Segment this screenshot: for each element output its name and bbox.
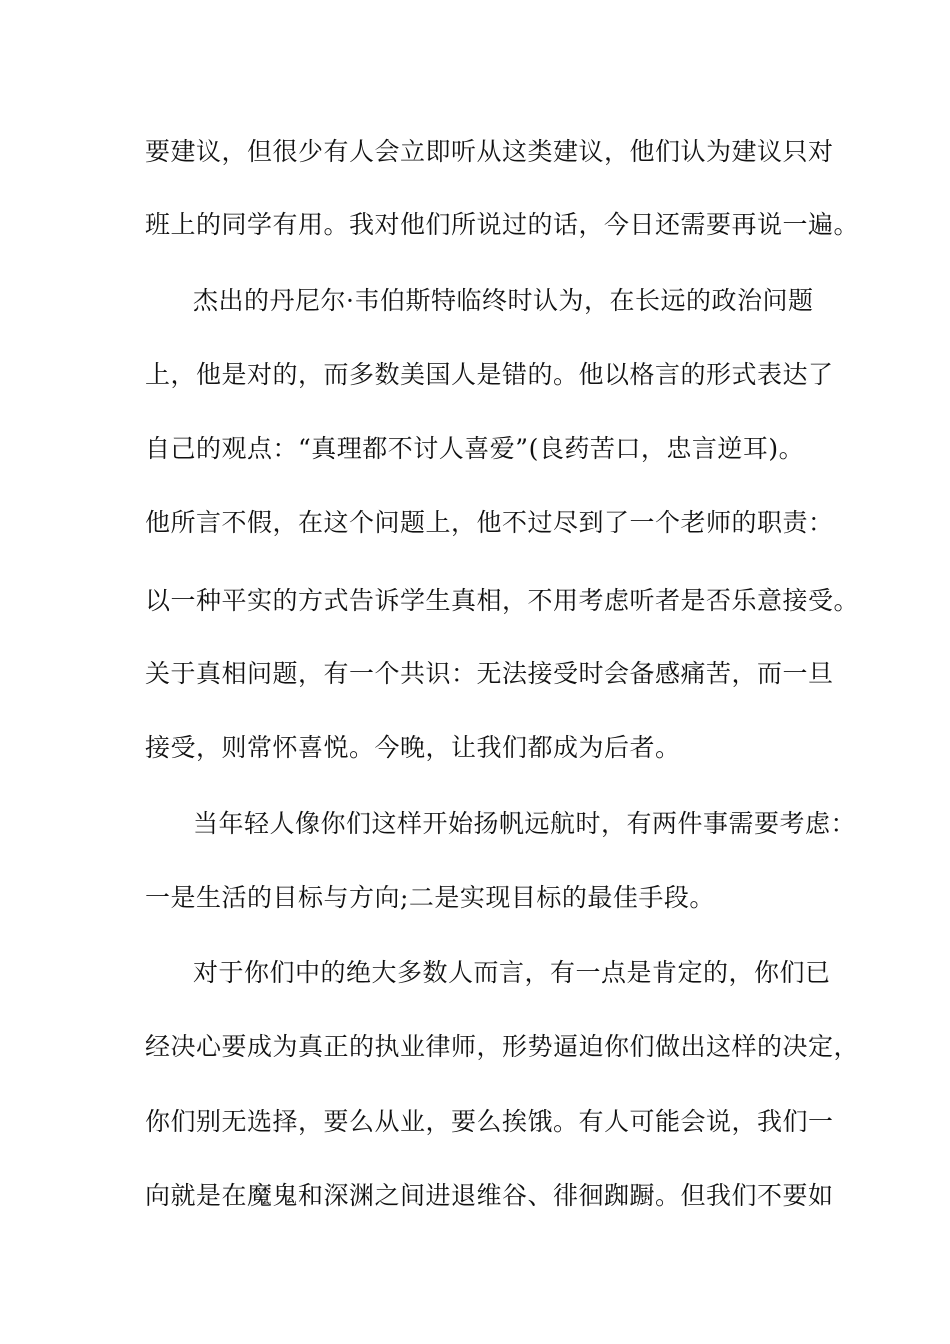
paragraph-start-line: 对于你们中的绝大多数人而言，有一点是肯定的，你们已 bbox=[193, 958, 831, 987]
text-line: 向就是在魔鬼和深渊之间进退维谷、徘徊踟蹰。但我们不要如 bbox=[145, 1181, 834, 1210]
text-line: 以一种平实的方式告诉学生真相，不用考虑听者是否乐意接受。 bbox=[145, 586, 860, 615]
text-line: 他所言不假，在这个问题上，他不过尽到了一个老师的职责： bbox=[145, 508, 834, 537]
text-line: 上，他是对的，而多数美国人是错的。他以格言的形式表达了 bbox=[145, 360, 834, 389]
text-line: 你们别无选择，要么从业，要么挨饿。有人可能会说，我们一 bbox=[145, 1107, 834, 1136]
text-line: 一是生活的目标与方向;二是实现目标的最佳手段。 bbox=[145, 883, 715, 912]
paragraph-start-line: 杰出的丹尼尔·韦伯斯特临终时认为，在长远的政治问题 bbox=[193, 286, 814, 315]
text-line: 经决心要成为真正的执业律师，形势逼迫你们做出这样的决定， bbox=[145, 1032, 860, 1061]
text-line: 自己的观点：“真理都不讨人喜爱”(良药苦口，忠言逆耳)。 bbox=[145, 434, 805, 463]
text-line: 班上的同学有用。我对他们所说过的话，今日还需要再说一遍。 bbox=[145, 210, 860, 239]
paragraph-start-line: 当年轻人像你们这样开始扬帆远航时，有两件事需要考虑： bbox=[193, 809, 857, 838]
text-line: 要建议，但很少有人会立即听从这类建议，他们认为建议只对 bbox=[145, 137, 834, 166]
text-line: 关于真相问题，有一个共识：无法接受时会备感痛苦，而一旦 bbox=[145, 659, 834, 688]
text-line: 接受，则常怀喜悦。今晚，让我们都成为后者。 bbox=[145, 733, 681, 762]
